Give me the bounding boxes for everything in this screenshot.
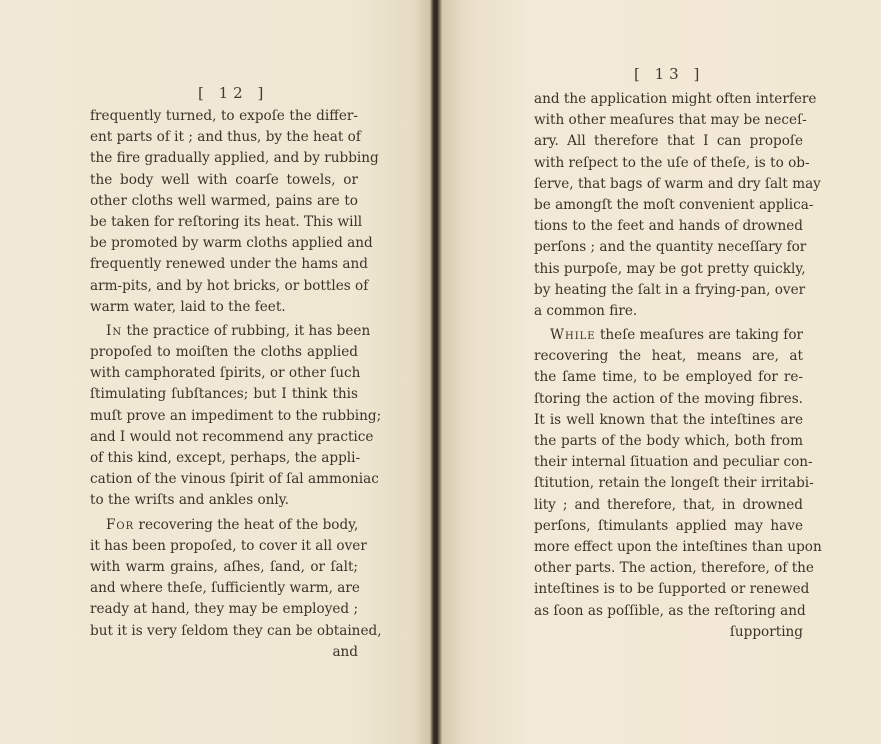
text-line: be promoted by warm cloths applied and [90, 235, 373, 252]
text-line: a common fire. [534, 302, 638, 319]
text-fragment: theſe meaſures are taking for [599, 327, 804, 344]
text-line: this purpoſe, may be got pretty quickly, [534, 260, 806, 277]
text-line: arm-pits, and by hot bricks, or bottles of [90, 277, 369, 294]
text-line: as ſoon as poſſible, as the reſtoring and [534, 602, 806, 619]
text-fragment: the practice of rubbing, it has been [126, 322, 371, 339]
text-line: frequently renewed under the hams and [90, 256, 368, 273]
text-line: frequently turned, to expoſe the differ- [90, 108, 358, 124]
left-page [0, 0, 432, 744]
text-line: other cloths well warmed, pains are to [90, 192, 358, 209]
paragraph-start-line [534, 325, 803, 346]
paragraph-lead-word: While [550, 327, 596, 344]
text-line: of this kind, except, perhaps, the appli- [90, 450, 361, 466]
text-fragment: recovering the heat of the body, [138, 516, 359, 533]
text-line: with camphorated ſpirits, or other ſuch [90, 365, 361, 382]
text-line: inteſtines is to be ſupported or renewed [534, 581, 810, 598]
text-line: It is well known that the inteſtines are [534, 411, 803, 428]
page-number-left: [ 12 ] [198, 84, 269, 102]
text-line: ſtimulating ſubſtances; but I think this [90, 386, 358, 403]
catchword: and [332, 643, 358, 660]
text-line: muſt prove an impediment to the rubbing; [90, 407, 382, 424]
text-line: by heating the ſalt in a frying-pan, over [534, 281, 806, 298]
right-page [438, 0, 881, 744]
text-line: to the wriſts and ankles only. [90, 492, 289, 509]
text-line: the body well with coarſe towels, or [90, 171, 358, 188]
text-line: with warm grains, aſhes, ſand, or ſalt; [90, 558, 358, 575]
text-line: the ſame time, to be employed for re- [534, 369, 803, 386]
text-line: propoſed to moiſten the cloths applied [90, 344, 358, 361]
right-page-text [534, 89, 822, 643]
text-line: ent parts of it ; and thus, by the heat of [90, 129, 361, 146]
text-line: lity ; and therefore, that, in drowned [534, 496, 803, 513]
text-line: tions to the feet and hands of drowned [534, 218, 803, 235]
text-line: be taken for reſtoring its heat. This will [90, 213, 363, 230]
paragraph-start-line [90, 515, 358, 536]
text-line: and I would not recommend any practice [90, 428, 374, 445]
paragraph-lead-word: For [106, 516, 135, 533]
text-line: and the application might often interfere [534, 91, 817, 107]
paragraph-lead-word: In [106, 322, 123, 339]
text-line: ſerve, that bags of warm and dry ſalt may [534, 175, 821, 192]
catchword: ſupporting [729, 623, 803, 640]
text-line: ary. All therefore that I can propoſe [534, 133, 803, 150]
text-line: and where theſe, ſufficiently warm, are [90, 580, 360, 597]
text-line: the fire gradually applied, and by rubbing [90, 150, 379, 167]
text-line: it has been propoſed, to cover it all over [90, 537, 367, 554]
text-line: recovering the heat, means are, at [534, 348, 803, 365]
text-line: perſons ; and the quantity neceſſary for [534, 239, 807, 256]
text-line: more effect upon the inteſtines than upon [534, 538, 822, 555]
text-line: with reſpect to the uſe of theſe, is to ob- [534, 154, 810, 171]
text-line: the parts of the body which, both from [534, 433, 803, 449]
text-line: cation of the vinous ſpirit of ſal ammoniac [90, 471, 379, 488]
left-page-text [90, 106, 382, 663]
page-number-right: [ 13 ] [634, 65, 705, 83]
paragraph-start-line [90, 321, 371, 342]
text-line: ſtoring the action of the moving fibres. [534, 390, 803, 407]
text-line: with other meaſures that may be neceſ- [534, 112, 807, 129]
text-line: ſtitution, retain the longeſt their irritabi- [534, 475, 814, 492]
text-line: perſons, ſtimulants applied may have [534, 517, 803, 534]
text-line: but it is very ſeldom they can be obtained, [90, 622, 382, 639]
text-line: warm water, laid to the feet. [90, 298, 286, 315]
text-line: be amongſt the moſt convenient applica- [534, 196, 814, 213]
text-line: ready at hand, they may be employed ; [90, 601, 359, 618]
text-line: other parts. The action, therefore, of the [534, 560, 814, 577]
text-line: their internal ſituation and peculiar con- [534, 454, 813, 471]
